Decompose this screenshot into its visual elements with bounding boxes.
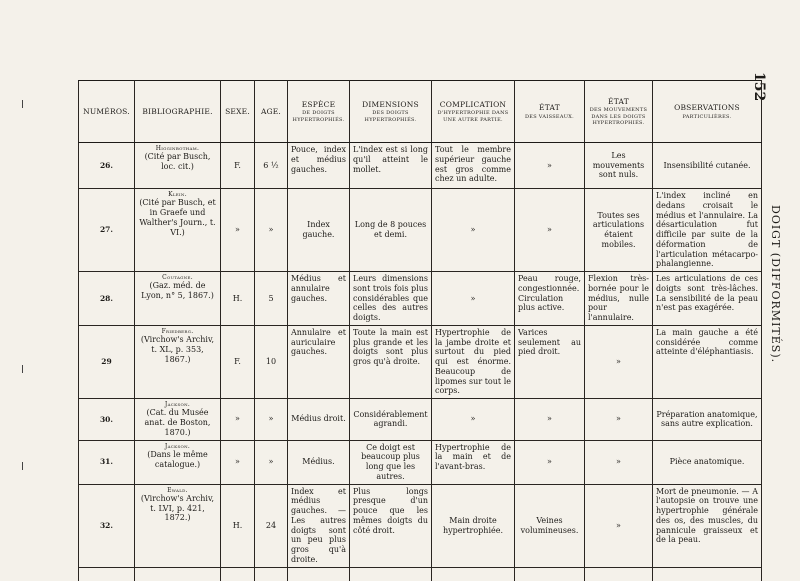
table-row — [79, 484, 762, 567]
cell-sexe: H. — [221, 272, 255, 326]
cell-mouvements: Les mouvements sont nuls. — [585, 143, 653, 189]
cell-num: 27. — [79, 189, 135, 272]
doigt-table — [78, 80, 762, 581]
cell-age: » — [255, 399, 288, 441]
cell-age: » — [255, 440, 288, 484]
cell-complication: Hypertrophie de la main et de l'avant-bras. — [432, 440, 515, 484]
cell-mouvements: » — [585, 325, 653, 398]
cell-num: 30. — [79, 399, 135, 441]
cell-complication: Tout le membre supérieur gauche est gros comme chez un adulte. — [432, 143, 515, 189]
table-row — [79, 272, 762, 326]
cell-mouvements: Toutes ses articulations étaient mobiles. — [585, 189, 653, 272]
header-sexe: SEXE. — [221, 81, 255, 143]
margin-mark — [22, 365, 23, 373]
cell-num: 26. — [79, 143, 135, 189]
cell-vaisseaux: » — [515, 399, 585, 441]
table-row — [79, 189, 762, 272]
cell-dimensions: Considérablement agrandi. — [350, 399, 432, 441]
cell-espece: Médius et annulaire gauches. — [288, 272, 350, 326]
cell-dimensions: Plus longs presque d'un pouce que les mêmes doigts du côté droit. — [350, 484, 432, 567]
cell-dimensions: Ce doigt est beaucoup plus long que les autres. — [350, 440, 432, 484]
cell-mouvements: » — [585, 484, 653, 567]
cell-empty — [350, 567, 432, 581]
cell-age: 10 — [255, 325, 288, 398]
cell-observations: Préparation anatomique, sans autre explication. — [653, 399, 762, 441]
cell-dimensions: Toute la main est plus grande et les doigts sont plus gros qu'à droite. — [350, 325, 432, 398]
cell-complication: » — [432, 189, 515, 272]
margin-mark — [22, 462, 23, 470]
cell-complication: Main droite hypertrophiée. — [432, 484, 515, 567]
cell-empty — [288, 567, 350, 581]
cell-empty — [585, 567, 653, 581]
cell-bibliographie: Coutagne. (Gaz. méd. de Lyon, n° 5, 1867.) — [135, 272, 221, 326]
table-row — [79, 399, 762, 441]
cell-dimensions: L'index est si long qu'il atteint le mollet. — [350, 143, 432, 189]
cell-num: 28. — [79, 272, 135, 326]
cell-vaisseaux: » — [515, 189, 585, 272]
cell-sexe: F. — [221, 143, 255, 189]
header-etat-vaisseaux: ÉTAT DES VAISSEAUX. — [515, 81, 585, 143]
cell-observations: Insensibilité cutanée. — [653, 143, 762, 189]
cell-observations: Mort de pneumonie. — A l'autopsie on trouve une hypertrophie générale des os, des muscles, du pannicule graisseux et de la peau. — [653, 484, 762, 567]
cell-espece: Annulaire et auriculaire gauches. — [288, 325, 350, 398]
cell-mouvements: » — [585, 399, 653, 441]
cell-espece: Index gauche. — [288, 189, 350, 272]
header-observations: OBSERVATIONS PARTICULIÈRES. — [653, 81, 762, 143]
cell-bibliographie: Jackson. (Dans le même catalogue.) — [135, 440, 221, 484]
header-age: AGE. — [255, 81, 288, 143]
cell-complication: » — [432, 399, 515, 441]
cell-bibliographie: Friedberg. (Virchow's Archiv, t. XL, p. 353, 1867.) — [135, 325, 221, 398]
cell-sexe: » — [221, 399, 255, 441]
cell-complication: » — [432, 272, 515, 326]
header-complication: COMPLICATION D'HYPERTROPHIE DANS UNE AUTRE PARTIE. — [432, 81, 515, 143]
header-espece: ESPÈCE DE DOIGTS HYPERTROPHIÉS. — [288, 81, 350, 143]
running-head: DOIGT (DIFFORMITÉS). — [769, 205, 782, 364]
table-row — [79, 325, 762, 398]
table-row — [79, 143, 762, 189]
cell-empty — [255, 567, 288, 581]
cell-vaisseaux: » — [515, 440, 585, 484]
cell-mouvements: Flexion très-bornée pour le médius, nulle pour l'annulaire. — [585, 272, 653, 326]
cell-empty — [221, 567, 255, 581]
cell-num: 31. — [79, 440, 135, 484]
margin-mark — [22, 100, 23, 108]
header-etat-mouvements: ÉTAT DES MOUVEMENTS DANS LES DOIGTS HYPERTROPHIÉS. — [585, 81, 653, 143]
header-dimensions: DIMENSIONS DES DOIGTS HYPERTROPHIÉS. — [350, 81, 432, 143]
cell-empty — [135, 567, 221, 581]
cell-empty — [79, 567, 135, 581]
cell-sexe: H. — [221, 484, 255, 567]
cell-observations: Les articulations de ces doigts sont très-lâches. La sensibilité de la peau n'est pas exagérée. — [653, 272, 762, 326]
cell-empty — [515, 567, 585, 581]
cell-dimensions: Long de 8 pouces et demi. — [350, 189, 432, 272]
cell-observations: Pièce anatomique. — [653, 440, 762, 484]
cell-sexe: F. — [221, 325, 255, 398]
cell-age: 24 — [255, 484, 288, 567]
header-row — [79, 81, 762, 143]
cell-espece: Médius droit. — [288, 399, 350, 441]
cell-espece: Index et médius gauches. — Les autres doigts sont un peu plus gros qu'à droite. — [288, 484, 350, 567]
cell-vaisseaux: » — [515, 143, 585, 189]
cell-sexe: » — [221, 440, 255, 484]
table-row-trailing — [79, 567, 762, 581]
cell-bibliographie: Ewald. (Virchow's Archiv, t. LVI, p. 421, 1872.) — [135, 484, 221, 567]
cell-complication: Hypertrophie de la jambe droite et surtout du pied qui est énorme. Beaucoup de lipomes sur tout le corps. — [432, 325, 515, 398]
cell-espece: Médius. — [288, 440, 350, 484]
cell-empty — [653, 567, 762, 581]
cell-age: 5 — [255, 272, 288, 326]
cell-num: 32. — [79, 484, 135, 567]
cell-espece: Pouce, index et médius gauches. — [288, 143, 350, 189]
cell-vaisseaux: Veines volumineuses. — [515, 484, 585, 567]
cell-vaisseaux: Varices seulement au pied droit. — [515, 325, 585, 398]
cell-sexe: » — [221, 189, 255, 272]
cell-observations: L'index incliné en dedans croisait le médius et l'annulaire. La désarticulation fut difficile par suite de la déformation de l'articulation métacarpo-phalangienne. — [653, 189, 762, 272]
cell-observations: La main gauche a été considérée comme atteinte d'éléphantiasis. — [653, 325, 762, 398]
cell-dimensions: Leurs dimensions sont trois fois plus considérables que celles des autres doigts. — [350, 272, 432, 326]
cell-mouvements: » — [585, 440, 653, 484]
header-bibliographie: BIBLIOGRAPHIE. — [135, 81, 221, 143]
cell-num: 29 — [79, 325, 135, 398]
table-row — [79, 440, 762, 484]
cell-age: » — [255, 189, 288, 272]
cell-bibliographie: Jackson. (Cat. du Musée anat. de Boston, 1870.) — [135, 399, 221, 441]
cell-bibliographie: Higginbotham. (Cité par Busch, loc. cit.) — [135, 143, 221, 189]
cell-empty — [432, 567, 515, 581]
header-numeros: NUMÉROS. — [79, 81, 135, 143]
page-number: 152 — [751, 72, 767, 102]
cell-vaisseaux: Peau rouge, congestionnée. Circulation plus active. — [515, 272, 585, 326]
cell-bibliographie: Klein. (Cité par Busch, et in Graefe und Walther's Journ., t. VI.) — [135, 189, 221, 272]
cell-age: 6 ½ — [255, 143, 288, 189]
